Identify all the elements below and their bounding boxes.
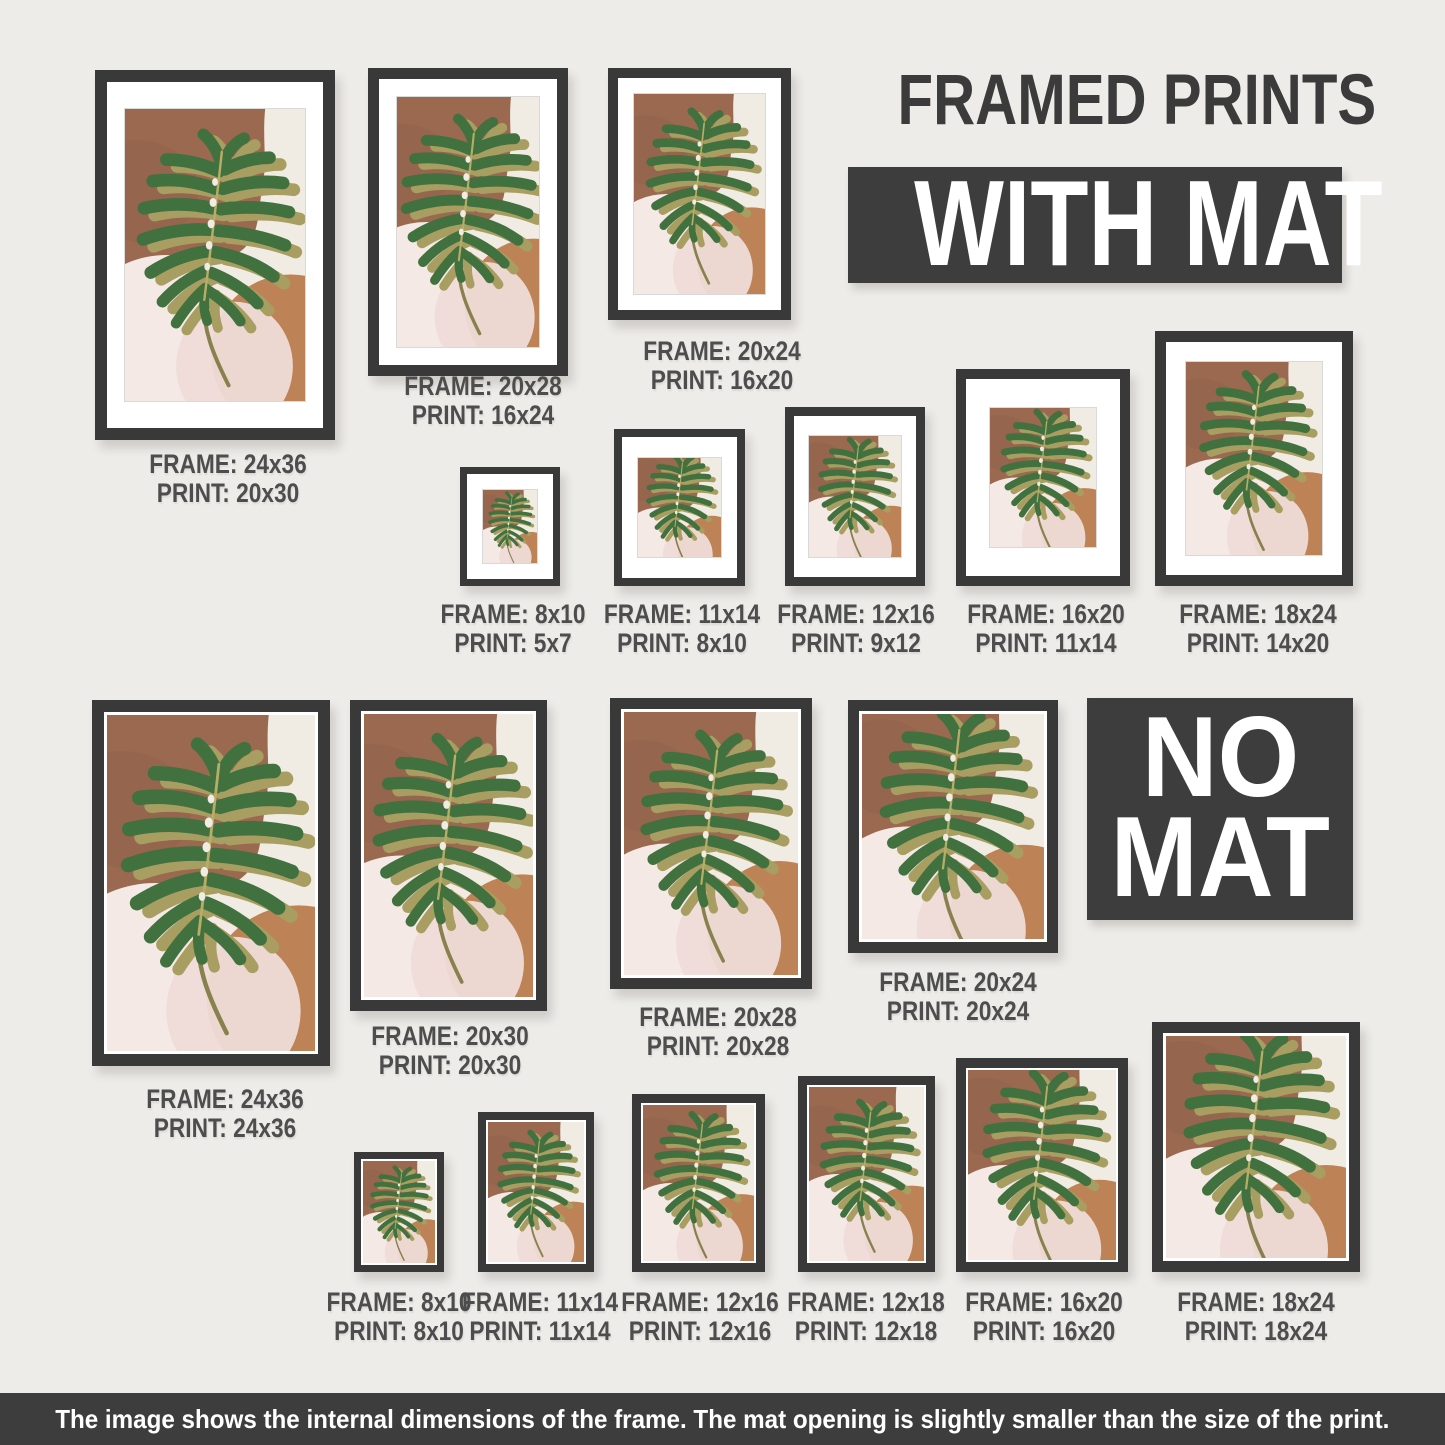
with-mat-badge-text: WITH MAT [914,155,1383,291]
picture-frame [478,1112,594,1272]
picture-frame [92,700,330,1066]
picture-frame [95,70,335,440]
print-artwork [107,715,315,1051]
no-mat-badge-line2: MAT [1110,794,1330,921]
frame-mat [807,1085,926,1263]
print-size-text: PRINT: 20x24 [886,996,1030,1026]
size-label [404,372,562,430]
size-label [327,1288,472,1346]
monstera-art-image [990,408,1096,547]
monstera-art-image [483,490,537,563]
monstera-art-image [643,1105,754,1261]
frame-mat [859,711,1047,942]
print-size-text: PRINT: 20x30 [378,1050,522,1080]
with-mat-section-title [845,61,1377,142]
picture-frame [848,700,1058,953]
frame-size-text: FRAME: 20x30 [371,1021,529,1051]
frame-size-text: FRAME: 18x24 [1179,599,1337,629]
print-size-text: PRINT: 5x7 [454,628,572,658]
monstera-art-image [624,712,798,975]
picture-frame [614,429,745,586]
no-mat-badge-line1: NO [1141,694,1299,821]
print-artwork [1186,362,1322,555]
print-artwork [862,714,1044,939]
size-label [879,968,1037,1026]
print-artwork [488,1122,584,1262]
monstera-art-image [397,97,539,347]
print-size-text: PRINT: 24x36 [153,1113,297,1143]
print-size-text: PRINT: 16x24 [411,400,555,430]
size-label [639,1003,797,1061]
monstera-art-image [1186,362,1322,555]
size-label [371,1022,529,1080]
frame-mat [966,1068,1118,1262]
picture-frame [1152,1022,1360,1272]
frame-size-text: FRAME: 11x14 [461,1287,619,1317]
print-size-text: PRINT: 16x20 [650,365,794,395]
frame-mat [107,82,323,428]
print-artwork [638,458,721,557]
size-label [967,600,1125,658]
size-label [621,1288,779,1346]
frame-size-text: FRAME: 12x16 [777,599,935,629]
picture-frame [785,407,925,586]
monstera-art-image [809,436,901,557]
monstera-art-image [364,714,533,997]
print-artwork [990,408,1096,547]
frame-mat [618,78,781,310]
frame-mat [379,79,557,365]
print-artwork [809,1087,924,1261]
frame-mat [622,437,737,578]
print-artwork [968,1070,1116,1260]
frame-mat [1163,1033,1349,1261]
frame-size-text: FRAME: 12x18 [787,1287,945,1317]
print-size-text: PRINT: 8x10 [334,1316,464,1346]
frame-mat [966,379,1120,576]
picture-frame [610,698,812,989]
print-artwork [364,714,533,997]
frame-mat [361,1159,437,1265]
print-size-text: PRINT: 9x12 [791,628,921,658]
print-size-text: PRINT: 16x20 [972,1316,1116,1346]
print-artwork [125,109,305,401]
frame-size-text: FRAME: 16x20 [967,599,1125,629]
frame-size-text: FRAME: 20x24 [643,336,801,366]
print-size-text: PRINT: 14x20 [1186,628,1330,658]
frame-size-text: FRAME: 11x14 [603,599,761,629]
monstera-art-image [1166,1036,1346,1258]
print-artwork [643,1105,754,1261]
frame-mat [1166,342,1342,575]
no-mat-badge [1087,694,1353,921]
frame-size-text: FRAME: 20x24 [879,967,1037,997]
print-size-text: PRINT: 12x18 [794,1316,938,1346]
print-size-text: PRINT: 8x10 [617,628,747,658]
frame-size-text: FRAME: 20x28 [404,371,562,401]
frame-size-text: FRAME: 24x36 [146,1084,304,1114]
with-mat-badge [848,155,1383,291]
size-label [787,1288,945,1346]
frame-mat [361,711,536,1000]
frame-mat [794,416,916,577]
monstera-art-image [638,458,721,557]
frame-mat [104,712,318,1054]
picture-frame [350,700,547,1011]
size-label [149,450,307,508]
print-size-text: PRINT: 12x16 [628,1316,772,1346]
monstera-art-image [363,1161,435,1263]
print-size-text: PRINT: 11x14 [469,1316,611,1346]
print-size-text: PRINT: 18x24 [1184,1316,1328,1346]
frame-size-text: FRAME: 8x10 [326,1287,472,1317]
print-artwork [363,1161,435,1263]
frame-mat [641,1103,756,1263]
print-artwork [1166,1036,1346,1258]
frame-mat [467,474,553,579]
frame-mat [486,1120,586,1264]
size-label [146,1085,304,1143]
frame-size-text: FRAME: 16x20 [965,1287,1123,1317]
monstera-art-image [488,1122,584,1262]
picture-frame [460,467,560,586]
monstera-art-image [968,1070,1116,1260]
footer-note-text: The image shows the internal dimensions of the frame. The mat opening is slightly smaller than the size of the print. [55,1404,1390,1434]
print-artwork [397,97,539,347]
frame-size-text: FRAME: 18x24 [1177,1287,1335,1317]
size-label [604,600,760,658]
picture-frame [956,1058,1128,1272]
monstera-art-image [862,714,1044,939]
print-size-text: PRINT: 11x14 [975,628,1117,658]
footer-note [0,1393,1445,1445]
print-artwork [624,712,798,975]
print-artwork [634,94,765,294]
size-label [965,1288,1123,1346]
picture-frame [608,68,791,320]
frame-mat [621,709,801,978]
size-label [777,600,935,658]
monstera-art-image [107,715,315,1051]
size-label [441,600,586,658]
size-label [1179,600,1337,658]
picture-frame [354,1152,444,1272]
monstera-art-image [125,109,305,401]
print-size-text: PRINT: 20x28 [646,1031,790,1061]
picture-frame [632,1094,765,1272]
frame-size-text: FRAME: 20x28 [639,1002,797,1032]
picture-frame [956,369,1130,586]
size-label [462,1288,618,1346]
size-label [1177,1288,1335,1346]
print-size-text: PRINT: 20x30 [156,478,300,508]
frame-size-text: FRAME: 24x36 [149,449,307,479]
picture-frame [368,68,568,376]
print-artwork [483,490,537,563]
monstera-art-image [634,94,765,294]
with-mat-title-text: FRAMED PRINTS [897,61,1377,140]
print-artwork [809,436,901,557]
frame-size-text: FRAME: 8x10 [440,599,586,629]
monstera-art-image [809,1087,924,1261]
size-label [643,337,801,395]
picture-frame [1155,331,1353,586]
frame-size-text: FRAME: 12x16 [621,1287,779,1317]
picture-frame [798,1076,935,1272]
